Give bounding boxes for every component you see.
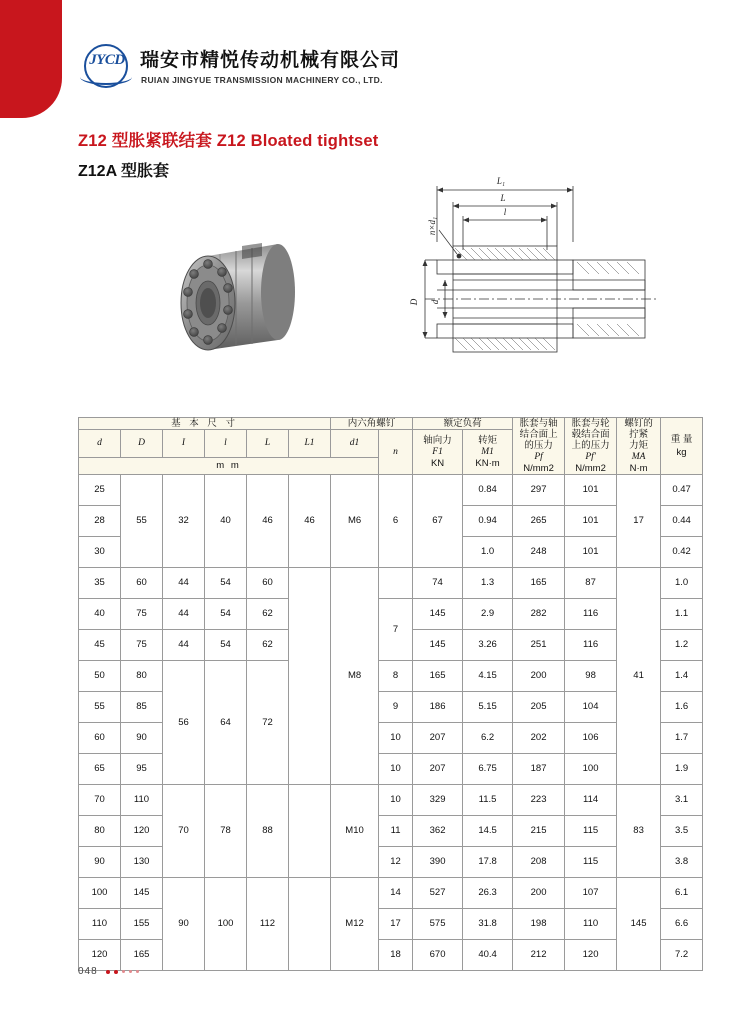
cell-Pf: 223 [513,785,565,816]
dim-label-L1: L₁ [496,176,506,186]
cell-Pf2: 114 [565,785,617,816]
cell-d: 110 [79,909,121,940]
cell-Pf: 282 [513,599,565,630]
cell-kg: 7.2 [661,940,703,971]
cell-M1: 26.3 [463,878,513,909]
cell-kg: 1.1 [661,599,703,630]
cell-I: 44 [163,599,205,630]
col-header-moment: 转矩 M1 KN·m [463,430,513,475]
cell-kg: 3.8 [661,847,703,878]
spec-table-wrapper [78,417,693,971]
group-header-torque: 螺钉的 拧紧 力矩 MA N·m [617,418,661,475]
cell-D: 75 [121,599,163,630]
cell-Pf2: 101 [565,537,617,568]
cell-L: 62 [247,599,289,630]
col-header-L1: L1 [289,430,331,458]
dim-label-D: D [409,298,419,306]
cell-F1: 207 [413,723,463,754]
cell-M1: 4.15 [463,661,513,692]
cell-Pf: 205 [513,692,565,723]
technical-drawing [395,168,705,383]
col-header-n: n [379,430,413,475]
cell-M1: 2.9 [463,599,513,630]
cell-I: 44 [163,568,205,599]
table-row [79,568,703,599]
cell-D: 155 [121,909,163,940]
cell-L1: 46 [289,475,331,568]
cell-Pf2: 100 [565,754,617,785]
cell-kg: 0.47 [661,475,703,506]
cell-n: 12 [379,847,413,878]
cell-n: 10 [379,785,413,816]
cell-Pf2: 116 [565,599,617,630]
company-name-cn: 瑞安市精悦传动机械有限公司 [140,50,401,71]
cell-D: 75 [121,630,163,661]
group-header-screw: 内六角螺钉 [331,418,413,430]
cell-n: 8 [379,661,413,692]
cell-Pf: 187 [513,754,565,785]
unit-mm: m m [79,457,379,474]
cell-M1: 40.4 [463,940,513,971]
dim-label-d: d [430,299,440,305]
cell-F1: 186 [413,692,463,723]
cell-n: 10 [379,754,413,785]
cell-n: 17 [379,909,413,940]
cell-M1: 1.3 [463,568,513,599]
dim-label-L: L [500,193,506,203]
cell-I: 90 [163,878,205,971]
table-row [79,661,703,692]
cell-M1: 6.75 [463,754,513,785]
cell-Pf: 165 [513,568,565,599]
cell-M1: 11.5 [463,785,513,816]
cell-n: 11 [379,816,413,847]
cell-D: 165 [121,940,163,971]
cell-Pf2: 120 [565,940,617,971]
footer-dot [114,970,118,974]
cell-d1: M10 [331,785,379,878]
cell-l: 40 [205,475,247,568]
col-header-I: I [163,430,205,458]
cell-M1: 6.2 [463,723,513,754]
cell-n: 14 [379,878,413,909]
cell-F1: 390 [413,847,463,878]
group-header-pressure-hub: 胀套与轮 毂结合面 上的压力 Pf' N/mm2 [565,418,617,475]
footer-dots-decoration [106,970,139,974]
cell-L: 62 [247,630,289,661]
cell-M1: 5.15 [463,692,513,723]
table-row [79,878,703,909]
cell-d: 35 [79,568,121,599]
cell-D: 85 [121,692,163,723]
cell-d: 55 [79,692,121,723]
cell-kg: 6.1 [661,878,703,909]
cell-Pf2: 110 [565,909,617,940]
cell-l: 54 [205,599,247,630]
cell-I: 70 [163,785,205,878]
cell-D: 95 [121,754,163,785]
cell-L1 [289,785,331,878]
cell-D: 145 [121,878,163,909]
cell-F1: 67 [413,475,463,568]
cell-d: 120 [79,940,121,971]
cell-Pf2: 87 [565,568,617,599]
cell-L: 46 [247,475,289,568]
cell-L: 60 [247,568,289,599]
dim-label-nxd1: n×d₁ [427,216,437,236]
cell-MA: 83 [617,785,661,878]
cell-I: 44 [163,630,205,661]
col-header-d: d [79,430,121,458]
red-corner-decoration [0,0,62,118]
cell-n: 9 [379,692,413,723]
cell-l: 78 [205,785,247,878]
cell-F1: 145 [413,630,463,661]
cell-L1 [289,568,331,785]
col-header-D: D [121,430,163,458]
cell-M1: 0.94 [463,506,513,537]
cell-l: 100 [205,878,247,971]
cell-Pf: 202 [513,723,565,754]
table-row [79,599,703,630]
cell-d1: M6 [331,475,379,568]
cell-kg: 3.1 [661,785,703,816]
cell-D: 55 [121,475,163,568]
cell-L: 112 [247,878,289,971]
cell-I: 56 [163,661,205,785]
spec-table [78,417,703,971]
cell-M1: 1.0 [463,537,513,568]
cell-M1: 0.84 [463,475,513,506]
cell-Pf: 265 [513,506,565,537]
col-header-d1: d1 [331,430,379,458]
dim-label-l: l [503,207,507,217]
cell-d: 30 [79,537,121,568]
cell-M1: 17.8 [463,847,513,878]
cell-MA: 145 [617,878,661,971]
page-header [0,0,750,118]
cell-d: 90 [79,847,121,878]
page-title: Z12 型胀紧联结套 Z12 Bloated tightset [78,132,379,150]
page-footer [78,966,139,977]
cell-Pf2: 115 [565,847,617,878]
cell-MA: 17 [617,475,661,568]
product-photo [150,222,350,372]
company-name-en: RUIAN JINGYUE TRANSMISSION MACHINERY CO., LTD. [141,75,383,85]
cell-kg: 1.7 [661,723,703,754]
col-header-l: l [205,430,247,458]
cell-D: 130 [121,847,163,878]
footer-dot [122,970,125,973]
cell-d1: M12 [331,878,379,971]
table-head [79,418,703,475]
cell-F1: 165 [413,661,463,692]
cell-kg: 0.42 [661,537,703,568]
cell-Pf: 208 [513,847,565,878]
cell-F1: 145 [413,599,463,630]
col-header-axial-force: 轴向力 F1 KN [413,430,463,475]
footer-dot [106,970,110,974]
cell-M1: 31.8 [463,909,513,940]
cell-Pf: 248 [513,537,565,568]
cell-F1: 527 [413,878,463,909]
cell-F1: 329 [413,785,463,816]
group-header-pressure-shaft: 胀套与轴 结合面上 的压力 Pf N/mm2 [513,418,565,475]
cell-l: 54 [205,630,247,661]
cell-D: 80 [121,661,163,692]
cell-F1: 74 [413,568,463,599]
cell-Pf2: 98 [565,661,617,692]
cell-I: 32 [163,475,205,568]
cell-Pf2: 101 [565,506,617,537]
cell-n: 6 [379,475,413,568]
company-logo [78,42,134,92]
cell-D: 110 [121,785,163,816]
cell-Pf: 215 [513,816,565,847]
cell-d: 50 [79,661,121,692]
cell-l: 54 [205,568,247,599]
cell-n [379,568,413,599]
cell-Pf2: 101 [565,475,617,506]
cell-F1: 207 [413,754,463,785]
cell-F1: 575 [413,909,463,940]
cell-F1: 362 [413,816,463,847]
cell-d: 25 [79,475,121,506]
cell-D: 90 [121,723,163,754]
cell-kg: 6.6 [661,909,703,940]
table-group-header-row [79,418,703,430]
cell-D: 60 [121,568,163,599]
cell-n: 10 [379,723,413,754]
cell-L1 [289,878,331,971]
cell-kg: 1.2 [661,630,703,661]
cell-kg: 1.4 [661,661,703,692]
cell-kg: 1.0 [661,568,703,599]
cell-Pf: 251 [513,630,565,661]
cell-d: 65 [79,754,121,785]
footer-dot [136,970,139,973]
cell-n: 7 [379,599,413,661]
cell-L: 88 [247,785,289,878]
cell-D: 120 [121,816,163,847]
cell-d1: M8 [331,568,379,785]
cell-d: 100 [79,878,121,909]
cell-d: 70 [79,785,121,816]
page-number: 048 [78,966,98,977]
cell-n: 18 [379,940,413,971]
cell-d: 60 [79,723,121,754]
cell-Pf2: 106 [565,723,617,754]
cell-Pf: 297 [513,475,565,506]
group-header-load: 额定负荷 [413,418,513,430]
col-header-L: L [247,430,289,458]
table-row [79,475,703,506]
cell-Pf2: 107 [565,878,617,909]
table-body [79,475,703,971]
cell-Pf: 200 [513,661,565,692]
cell-kg: 3.5 [661,816,703,847]
cell-d: 40 [79,599,121,630]
group-header-weight: 重 量 kg [661,418,703,475]
table-row [79,785,703,816]
cell-l: 64 [205,661,247,785]
logo-monogram: JYCD [89,52,125,68]
cell-MA: 41 [617,568,661,785]
cell-L: 72 [247,661,289,785]
cell-kg: 0.44 [661,506,703,537]
cell-kg: 1.9 [661,754,703,785]
cell-Pf: 212 [513,940,565,971]
cell-Pf: 200 [513,878,565,909]
cell-Pf2: 116 [565,630,617,661]
cell-F1: 670 [413,940,463,971]
cell-Pf2: 115 [565,816,617,847]
cell-d: 28 [79,506,121,537]
cell-d: 80 [79,816,121,847]
cell-d: 45 [79,630,121,661]
logo-swoosh-icon [80,69,132,85]
cell-Pf2: 104 [565,692,617,723]
footer-dot [129,970,132,973]
cell-M1: 3.26 [463,630,513,661]
group-header-basic: 基 本 尺 寸 [79,418,331,430]
cell-Pf: 198 [513,909,565,940]
cell-kg: 1.6 [661,692,703,723]
cell-M1: 14.5 [463,816,513,847]
page-subtitle: Z12A 型胀套 [78,163,169,180]
